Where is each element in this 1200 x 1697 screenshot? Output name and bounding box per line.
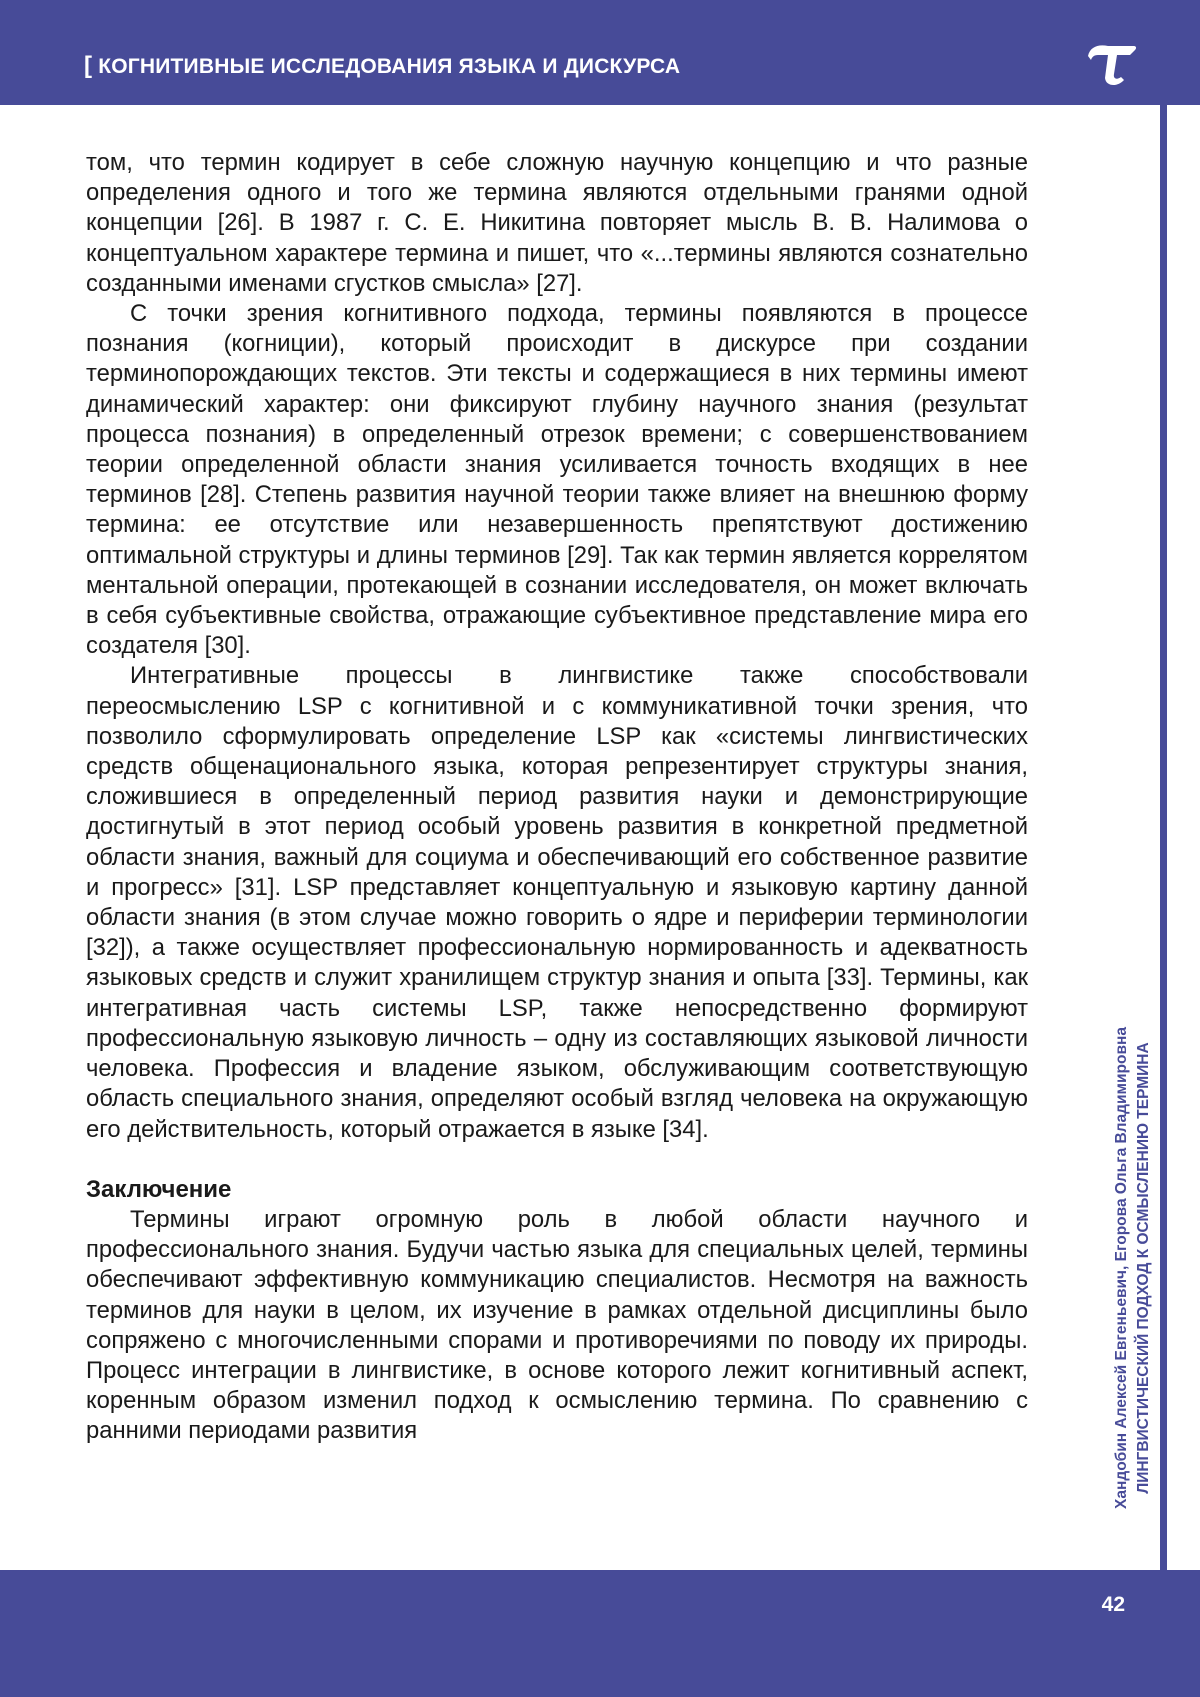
body-paragraph: Термины играют огромную роль в любой области научного и профессионального знания. Будучи частью языка для специальных целей, термины обеспечивают эффективную коммуникацию специалистов. Несмотря на важность терминов для науки в целом, их изучение в рамках отдельной дисциплины было сопряжено с многочисленными спорами и противоречиями по поводу их природы. Процесс интеграции в лингвистике, в основе которого лежит когнитивный аспект, коренным образом изменил подход к осмыслению термина. По сравнению с ранними периодами развития xyxy=(86,1205,1028,1445)
body-paragraph: С точки зрения когнитивного подхода, термины появляются в процессе познания (когниции), который происходит в дискурсе при создании терминопорождающих текстов. Эти тексты и содержащиеся в них термины имеют динамический характер: они фиксируют глубину научного знания (результат процесса познания) в определенный отрезок времени; с совершенствованием теории определенной области знания усиливается точность входящих в нее терминов [28]. Степень развития научной теории также влияет на внешнюю форму термина: ее отсутствие или незавершенность препятствуют достижению оптимальной структуры и длины терминов [29]. Так как термин является коррелятом ментальной операции, протекающей в сознании исследователя, он может включать в себя субъективные свойства, отражающие субъективное представление мира его создателя [30]. xyxy=(86,300,1028,660)
body-paragraph: Интегративные процессы в лингвистике также способствовали переосмыслению LSP с когнитивной и с коммуникативной точки зрения, что позволило сформулировать определение LSP как «системы лингвистических средств общенационального языка, которая репрезентирует структуры знания, сложившиеся в определенный период развития науки и демонстрирующие достигнутый в этот период особый уровень развития в конкретной предметной области знания, важный для социума и обеспечивающий его собственное развитие и прогресс» [31]. LSP представляет концептуальную и языковую картину данной области знания (в этом случае можно говорить о ядре и периферии терминологии [32]), а также осуществляет профессиональную нормированность и адекватность языковых средств и служит хранилищем структур знания и опыта [33]. Термины, как интегративная часть системы LSP, также непосредственно формируют профессиональную языковую личность – одну из составляющих языковой личности человека. Профессия и владение языком, обслуживающим соответствующую область специального знания, определяют особый взгляд человека на окружающую его действительность, который отражается в языке [34]. xyxy=(86,662,1028,1143)
header-bracket: [ xyxy=(84,52,93,79)
page-header xyxy=(0,0,1200,105)
page-footer xyxy=(0,1570,1200,1697)
running-head-vertical xyxy=(1111,1008,1167,1528)
page-number: 42 xyxy=(1101,1593,1125,1616)
running-head-authors: Хандобин Алексей Евгеньевич, Егорова Ольга Владимировна xyxy=(1113,1027,1130,1509)
article-body xyxy=(86,148,1028,1447)
running-head-article-title: ЛИНГВИСТИЧЕСКИЙ ПОДХОД К ОСМЫСЛЕНИЮ ТЕРМИНА xyxy=(1135,1042,1152,1494)
section-heading: Заключение xyxy=(86,1175,232,1203)
journal-section-title xyxy=(84,52,680,80)
body-paragraph: том, что термин кодирует в себе сложную научную концепцию и что разные определения одного и того же термина являются отдельными гранями одной концепции [26]. В 1987 г. С. Е. Никитина повторяет мысль В. В. Налимова о концептуальном характере термина и пишет, что «...термины являются сознательно созданными именами сгустков смысла» [27]. xyxy=(86,149,1028,297)
journal-logo-icon xyxy=(1084,42,1138,88)
header-title-text: КОГНИТИВНЫЕ ИССЛЕДОВАНИЯ ЯЗЫКА И ДИСКУРСА xyxy=(98,55,681,78)
